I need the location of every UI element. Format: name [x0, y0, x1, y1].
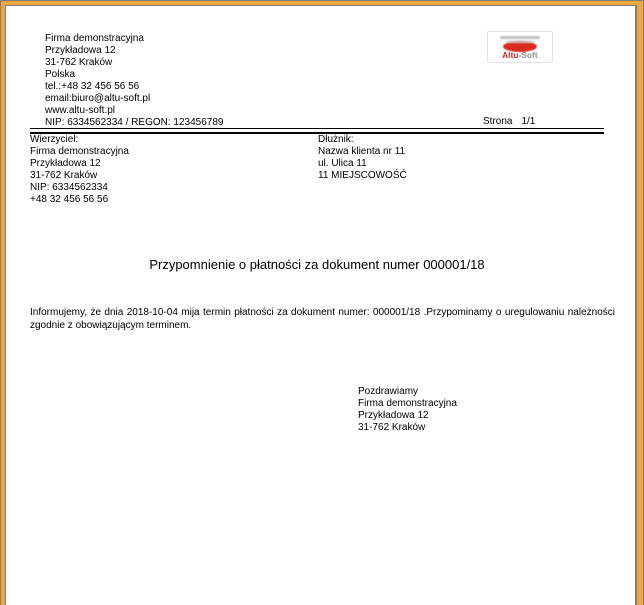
signature-greeting: Pozdrawiamy: [358, 386, 419, 397]
sender-city: 31-762 Kraków: [45, 57, 113, 68]
debtor-block: [318, 134, 407, 182]
sender-country: Polska: [45, 69, 76, 80]
page-indicator-value: 1/1: [521, 116, 536, 127]
debtor-label: Dłużnik:: [318, 134, 354, 145]
logo-tagline-decoration: [500, 36, 540, 39]
logo-tagline-decoration-2: [506, 41, 534, 43]
debtor-city: 11 MIEJSCOWOŚĆ: [318, 170, 407, 181]
sender-email: email:biuro@altu-soft.pl: [45, 93, 151, 104]
debtor-street: ul. Ulica 11: [318, 158, 367, 169]
creditor-block: [30, 134, 129, 206]
logo-brand-secondary: -Soft: [518, 51, 538, 60]
body-paragraph: Informujemy, że dnia 2018-10-04 mija termin płatności za dokument numer: 000001/18 .Przypominamy o uregulowaniu należności zgodnie z obowiązującym terminem.: [30, 307, 615, 331]
signature-block: [358, 386, 457, 434]
creditor-street: Przykładowa 12: [30, 158, 101, 169]
company-logo: [487, 31, 553, 63]
signature-company-name: Firma demonstracyjna: [358, 398, 457, 409]
page-indicator-label: Strona: [483, 116, 513, 127]
creditor-city: 31-762 Kraków: [30, 170, 98, 181]
signature-street: Przykładowa 12: [358, 410, 429, 421]
document-title: Przypomnienie o płatności za dokument numer 000001/18: [149, 257, 485, 272]
creditor-label: Wierzyciel:: [30, 134, 79, 145]
sender-tax-ids: NIP: 6334562334 / REGON: 123456789: [45, 117, 224, 128]
sender-street: Przykładowa 12: [45, 45, 116, 56]
logo-brand-primary: Altu: [502, 51, 519, 60]
sender-address-block: [45, 33, 223, 129]
creditor-nip: NIP: 6334562334: [30, 182, 108, 193]
debtor-name: Nazwa klienta nr 11: [318, 146, 406, 157]
page-indicator: [483, 116, 535, 128]
signature-city: 31-762 Kraków: [358, 422, 426, 433]
creditor-phone: +48 32 456 56 56: [30, 194, 109, 205]
sender-phone: tel.:+48 32 456 56 56: [45, 81, 140, 92]
logo-wordmark: [488, 51, 552, 60]
creditor-company-name: Firma demonstracyjna: [30, 146, 129, 157]
sender-company-name: Firma demonstracyjna: [45, 33, 144, 44]
sender-website: www.altu-soft.pl: [45, 105, 116, 116]
